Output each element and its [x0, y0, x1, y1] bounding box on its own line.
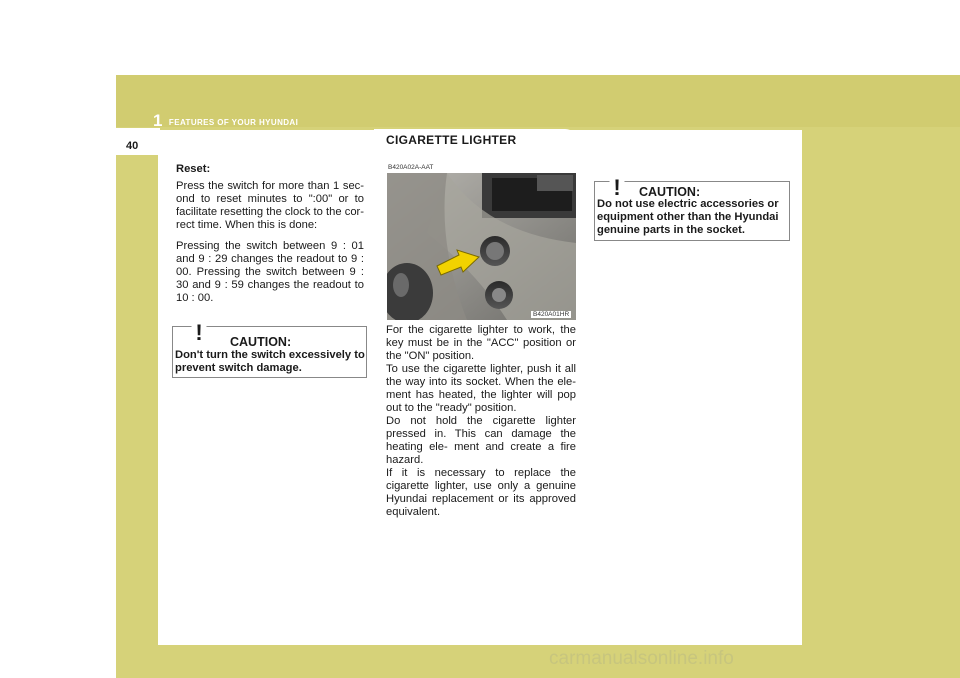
lighter-paragraph-3: Do not hold the cigarette lighter pressed in. This can damage the heating ele- ment and create a fire hazard. — [386, 415, 576, 466]
caution-text-right: Do not use electric accessories or equipment other than the Hyundai genuine parts in the socket. — [597, 198, 779, 236]
lighter-paragraph-2: To use the cigarette lighter, push it all the way into its socket. When the ele- ment has heated, the lighter will pop out to the "ready" position. — [386, 363, 576, 414]
chapter-title: FEATURES OF YOUR HYUNDAI — [168, 118, 299, 127]
warning-triangle-icon — [597, 168, 637, 202]
svg-text:!: ! — [195, 320, 203, 345]
image-code: B420A01HR — [533, 311, 570, 318]
svg-text:!: ! — [613, 175, 621, 200]
section-code: B420A02A-AAT — [388, 164, 434, 171]
warning-triangle-icon — [179, 313, 219, 347]
cigarette-lighter-photo — [387, 173, 576, 320]
reset-paragraph-2: Pressing the switch between 9 : 01 and 9 : 29 changes the readout to 9 : 00. Pressing the switch between 9 : 30 and 9 : 59 changes the readout to 10 : 00. — [176, 240, 364, 304]
lighter-paragraph-4: If it is necessary to replace the cigarette lighter, use only a genuine Hyundai replacement or its approved equivalent. — [386, 467, 576, 518]
lighter-paragraph-1: For the cigarette lighter to work, the key must be in the "ACC" position or the "ON" position. — [386, 324, 576, 362]
chapter-number: 1 — [153, 111, 163, 130]
section-title: CIGARETTE LIGHTER — [386, 133, 517, 147]
caution-title-left: CAUTION: — [230, 335, 292, 349]
caution-text-left: Don't turn the switch excessively to prevent switch damage. — [175, 349, 365, 374]
caution-title-right: CAUTION: — [639, 185, 701, 199]
middle-column-text — [386, 324, 576, 519]
caution-box-left — [172, 320, 367, 378]
lighter-illustration — [387, 173, 576, 320]
reset-heading: Reset: — [176, 163, 211, 175]
watermark: carmanualsonline.info — [549, 648, 734, 669]
page-number: 40 — [126, 140, 139, 152]
caution-box-right — [594, 175, 790, 241]
left-column — [176, 163, 364, 313]
reset-paragraph-1: Press the switch for more than 1 sec- ond to reset minutes to ":00" or to facilitate resetting the clock to the cor- rect time. When this is done: — [176, 180, 364, 231]
chapter-heading — [153, 111, 298, 131]
